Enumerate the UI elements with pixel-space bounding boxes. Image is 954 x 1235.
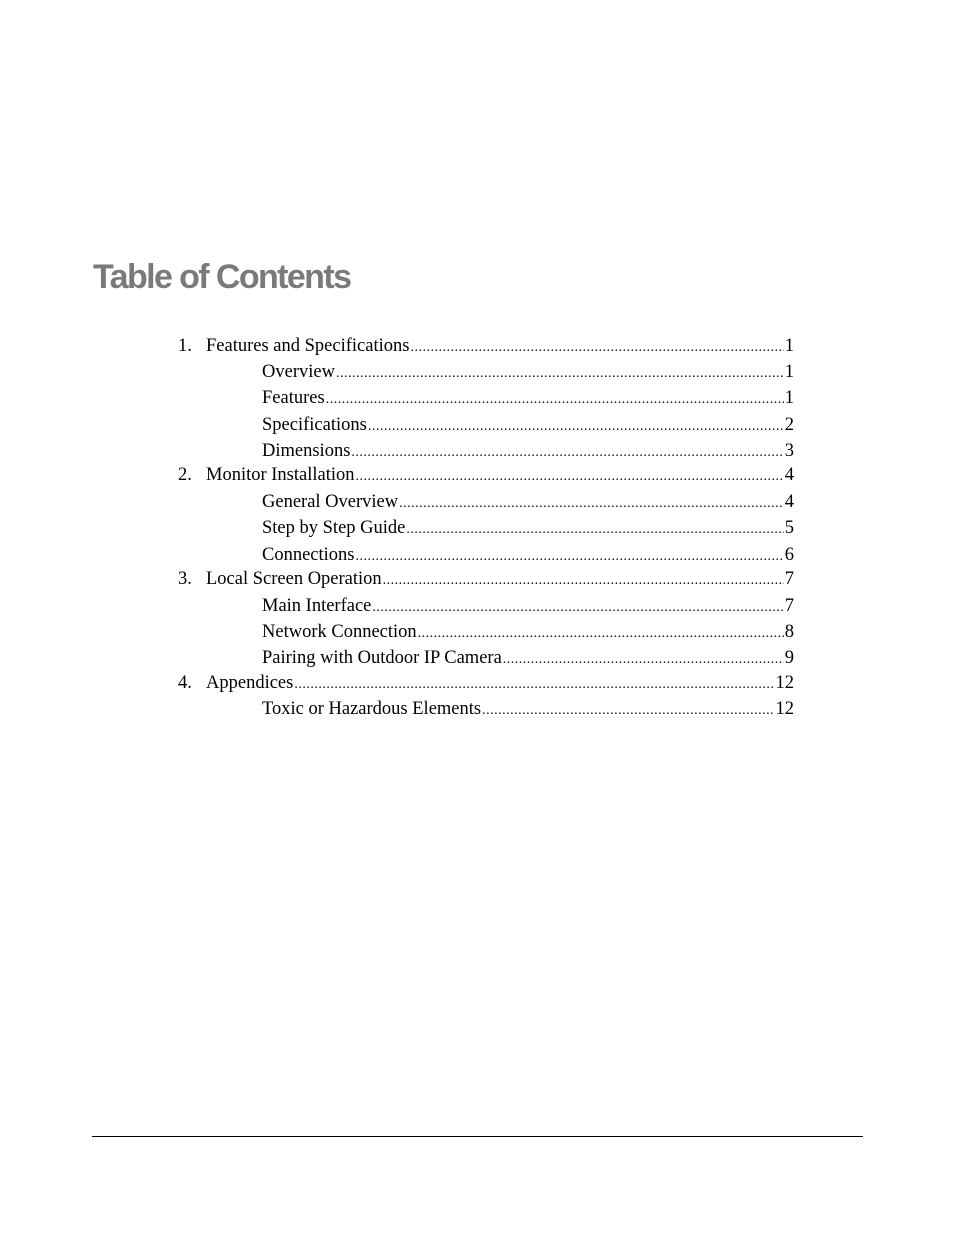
- toc-entry-label: Specifications: [262, 415, 367, 435]
- toc-entry-page: 4: [784, 492, 794, 512]
- toc-entry-label: Dimensions: [262, 441, 351, 461]
- dot-leader: [383, 569, 784, 593]
- dot-leader: [336, 362, 784, 386]
- dot-leader: [406, 518, 783, 542]
- toc-entry-page: 7: [784, 569, 794, 589]
- toc-entry-dimensions[interactable]: [262, 439, 794, 463]
- toc-entry-network-connection[interactable]: [262, 620, 794, 644]
- toc-entry-main-interface[interactable]: [262, 594, 794, 618]
- toc-entry-features-and-specifications[interactable]: [178, 334, 794, 358]
- toc-entry-label: Step by Step Guide: [262, 518, 406, 538]
- toc-entry-step-by-step-guide[interactable]: [262, 516, 794, 540]
- toc-entry-label: Main Interface: [262, 596, 372, 616]
- toc-entry-page: 2: [784, 415, 794, 435]
- toc-entry-local-screen-operation[interactable]: [178, 567, 794, 591]
- toc-entry-label: Appendices: [206, 673, 294, 693]
- toc-entry-page: 3: [784, 441, 794, 461]
- toc-entry-number: 4.: [178, 673, 192, 693]
- toc-entry-label: Features: [262, 388, 325, 408]
- toc-entry-page: 6: [784, 545, 794, 565]
- toc-entry-overview[interactable]: [262, 360, 794, 384]
- toc-entry-label: Local Screen Operation: [206, 569, 382, 589]
- toc-entry-label: Overview: [262, 362, 335, 382]
- dot-leader: [351, 441, 783, 465]
- toc-entry-label: Toxic or Hazardous Elements: [262, 699, 482, 719]
- toc-entry-label: Features and Specifications: [206, 336, 410, 356]
- dot-leader: [372, 596, 783, 620]
- dot-leader: [503, 648, 784, 672]
- toc-entry-page: 5: [784, 518, 794, 538]
- toc-entry-label: General Overview: [262, 492, 399, 512]
- toc-entry-number: 3.: [178, 569, 192, 589]
- toc-entry-page: 1: [784, 388, 794, 408]
- footer-rule: [92, 1136, 863, 1137]
- toc-entry-page: 9: [784, 648, 794, 668]
- toc-entry-appendices[interactable]: [178, 671, 794, 695]
- toc-entry-pairing-with-outdoor-ip-camera[interactable]: [262, 646, 794, 670]
- toc-entry-specifications[interactable]: [262, 413, 794, 437]
- dot-leader: [294, 673, 774, 697]
- dot-leader: [410, 336, 783, 360]
- toc-entry-page: 8: [784, 622, 794, 642]
- dot-leader: [418, 622, 784, 646]
- toc-entry-toxic-or-hazardous-elements[interactable]: [262, 697, 794, 721]
- toc-entry-label: Pairing with Outdoor IP Camera: [262, 648, 502, 668]
- toc-entry-features[interactable]: [262, 386, 794, 410]
- toc-entry-connections[interactable]: [262, 543, 794, 567]
- toc-entry-page: 7: [784, 596, 794, 616]
- toc-entry-label: Connections: [262, 545, 355, 565]
- dot-leader: [356, 465, 784, 489]
- toc-entry-general-overview[interactable]: [262, 490, 794, 514]
- toc-entry-page: 4: [784, 465, 794, 485]
- dot-leader: [356, 545, 784, 569]
- dot-leader: [326, 388, 784, 412]
- toc-entry-label: Network Connection: [262, 622, 417, 642]
- page-title: Table of Contents: [93, 258, 351, 296]
- toc-entry-number: 1.: [178, 336, 192, 356]
- dot-leader: [368, 415, 784, 439]
- toc-entry-label: Monitor Installation: [206, 465, 355, 485]
- toc-entry-number: 2.: [178, 465, 192, 485]
- toc-entry-page: 1: [784, 336, 794, 356]
- toc-entry-page: 1: [784, 362, 794, 382]
- toc-entry-page: 12: [775, 699, 794, 719]
- toc-entry-monitor-installation[interactable]: [178, 463, 794, 487]
- dot-leader: [399, 492, 784, 516]
- toc-entry-page: 12: [775, 673, 794, 693]
- dot-leader: [482, 699, 774, 723]
